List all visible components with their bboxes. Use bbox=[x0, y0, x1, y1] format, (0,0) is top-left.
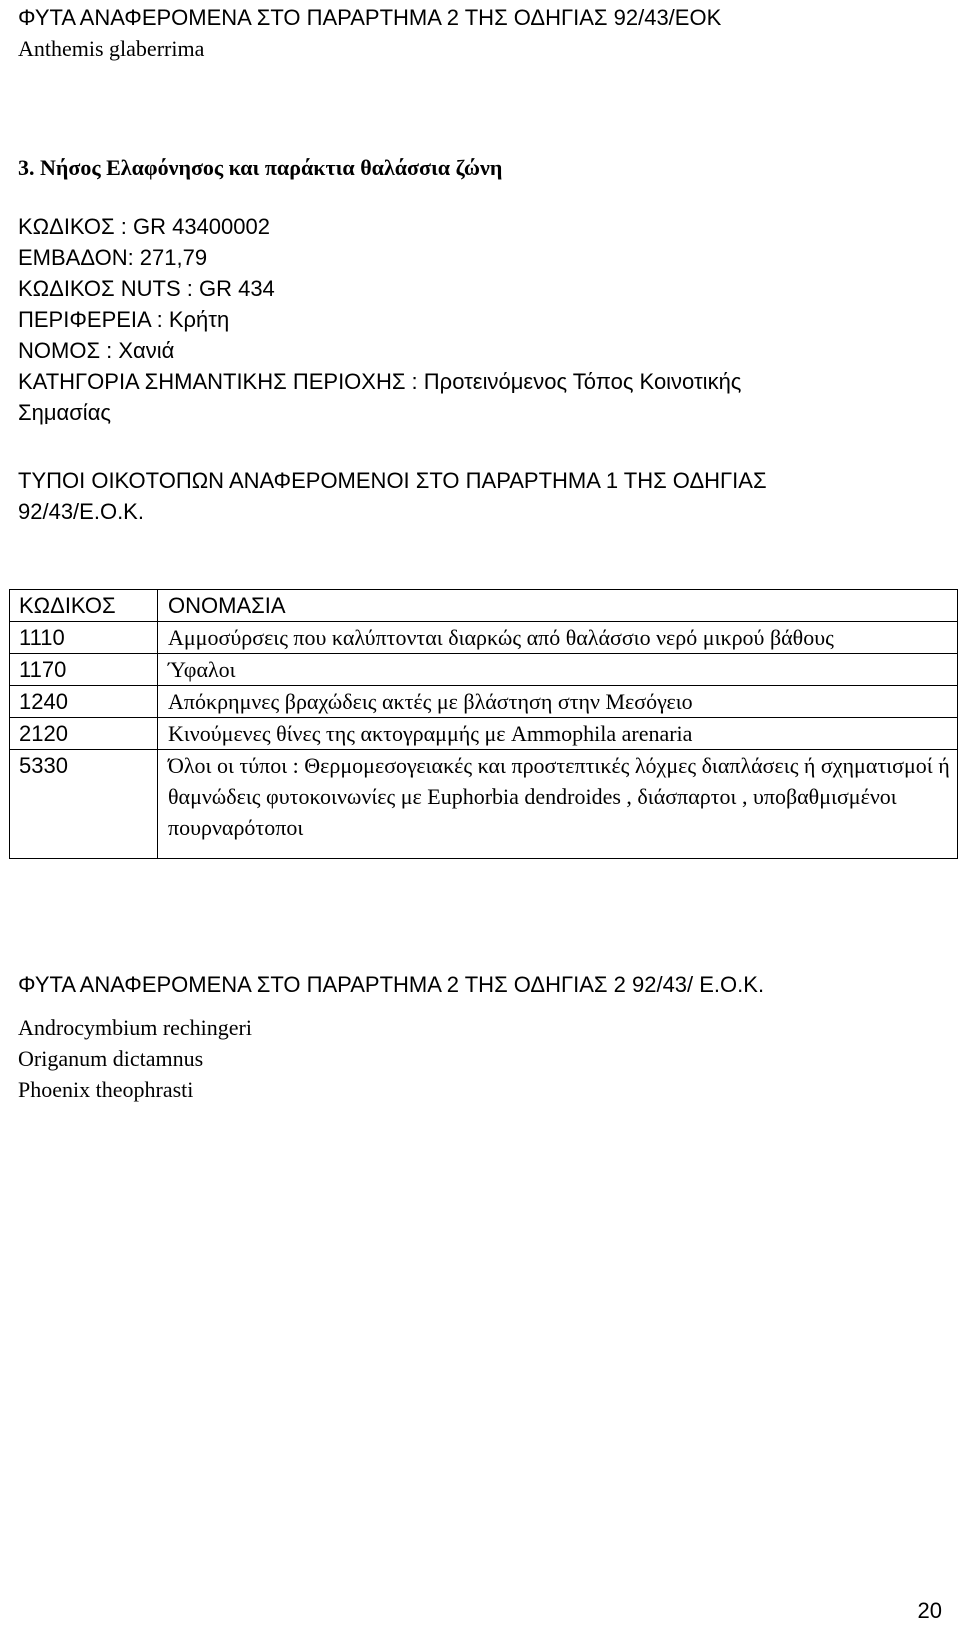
header-name: ΟΝΟΜΑΣΙΑ bbox=[158, 590, 958, 622]
site-nuts-code: ΚΩΔΙΚΟΣ NUTS : GR 434 bbox=[18, 276, 275, 301]
row-code: 1110 bbox=[10, 622, 158, 654]
row-code: 1240 bbox=[10, 686, 158, 718]
site-category-line1: ΚΑΤΗΓΟΡΙΑ ΣΗΜΑΝΤΙΚΗΣ ΠΕΡΙΟΧΗΣ : Προτεινόμενος Τόπος Κοινοτικής bbox=[18, 369, 742, 394]
plant-item: Androcymbium rechingeri bbox=[18, 1015, 252, 1040]
row-code: 5330 bbox=[10, 750, 158, 859]
table-row bbox=[10, 622, 958, 654]
plant-item: Origanum dictamnus bbox=[18, 1046, 204, 1071]
habitats-heading-line2: 92/43/Ε.Ο.Κ. bbox=[18, 499, 144, 524]
row-code: 1170 bbox=[10, 654, 158, 686]
site-area: ΕΜΒΑΔΟΝ: 271,79 bbox=[18, 245, 208, 270]
annex2-heading-bottom: ΦΥΤΑ ΑΝΑΦΕΡΟΜΕΝΑ ΣΤΟ ΠΑΡΑΡΤΗΜΑ 2 ΤΗΣ ΟΔΗΓΙΑΣ 2 92/43/ Ε.Ο.Κ. bbox=[18, 972, 765, 997]
table-row bbox=[10, 750, 958, 859]
habitats-heading-line1: ΤΥΠΟΙ ΟΙΚΟΤΟΠΩΝ ΑΝΑΦΕΡΟΜΕΝΟΙ ΣΤΟ ΠΑΡΑΡΤΗΜΑ 1 ΤΗΣ ΟΔΗΓΙΑΣ bbox=[18, 468, 767, 493]
section-title: 3. Νήσος Ελαφόνησος και παράκτια θαλάσσια ζώνη bbox=[18, 155, 503, 180]
row-code: 2120 bbox=[10, 718, 158, 750]
site-region: ΠΕΡΙΦΕΡΕΙΑ : Κρήτη bbox=[18, 307, 230, 332]
table-row bbox=[10, 654, 958, 686]
header-code: ΚΩΔΙΚΟΣ bbox=[10, 590, 158, 622]
table-row bbox=[10, 686, 958, 718]
row-name: Όλοι οι τύποι : Θερμομεσογειακές και προστεπτικές λόχμες διαπλάσεις ή σχηματισμοί ή θαμνώδεις φυτοκοινωνίες με Euphorbia dendroides , διάσπαρτοι , υποβαθμισμένοι πουρναρότοποι bbox=[158, 750, 958, 859]
site-code: ΚΩΔΙΚΟΣ : GR 43400002 bbox=[18, 214, 270, 239]
table-header-row bbox=[10, 590, 958, 622]
habitats-table bbox=[9, 589, 958, 859]
site-prefecture: ΝΟΜΟΣ : Χανιά bbox=[18, 338, 175, 363]
annex2-heading-top: ΦΥΤΑ ΑΝΑΦΕΡΟΜΕΝΑ ΣΤΟ ΠΑΡΑΡΤΗΜΑ 2 ΤΗΣ ΟΔΗΓΙΑΣ 92/43/ΕΟΚ bbox=[18, 5, 722, 30]
plant-item: Phoenix theophrasti bbox=[18, 1077, 194, 1102]
page-number: 20 bbox=[917, 1598, 942, 1623]
row-name: Αμμοσύρσεις που καλύπτονται διαρκώς από θαλάσσιο νερό μικρού βάθους bbox=[158, 622, 958, 654]
row-name: Κινούμενες θίνες της ακτογραμμής με Ammophila arenaria bbox=[158, 718, 958, 750]
row-name: Ύφαλοι bbox=[158, 654, 958, 686]
row-name: Απόκρημνες βραχώδεις ακτές με βλάστηση στην Μεσόγειο bbox=[158, 686, 958, 718]
table-row bbox=[10, 718, 958, 750]
plant-name-top: Anthemis glaberrima bbox=[18, 36, 205, 61]
site-category-line2: Σημασίας bbox=[18, 400, 112, 425]
